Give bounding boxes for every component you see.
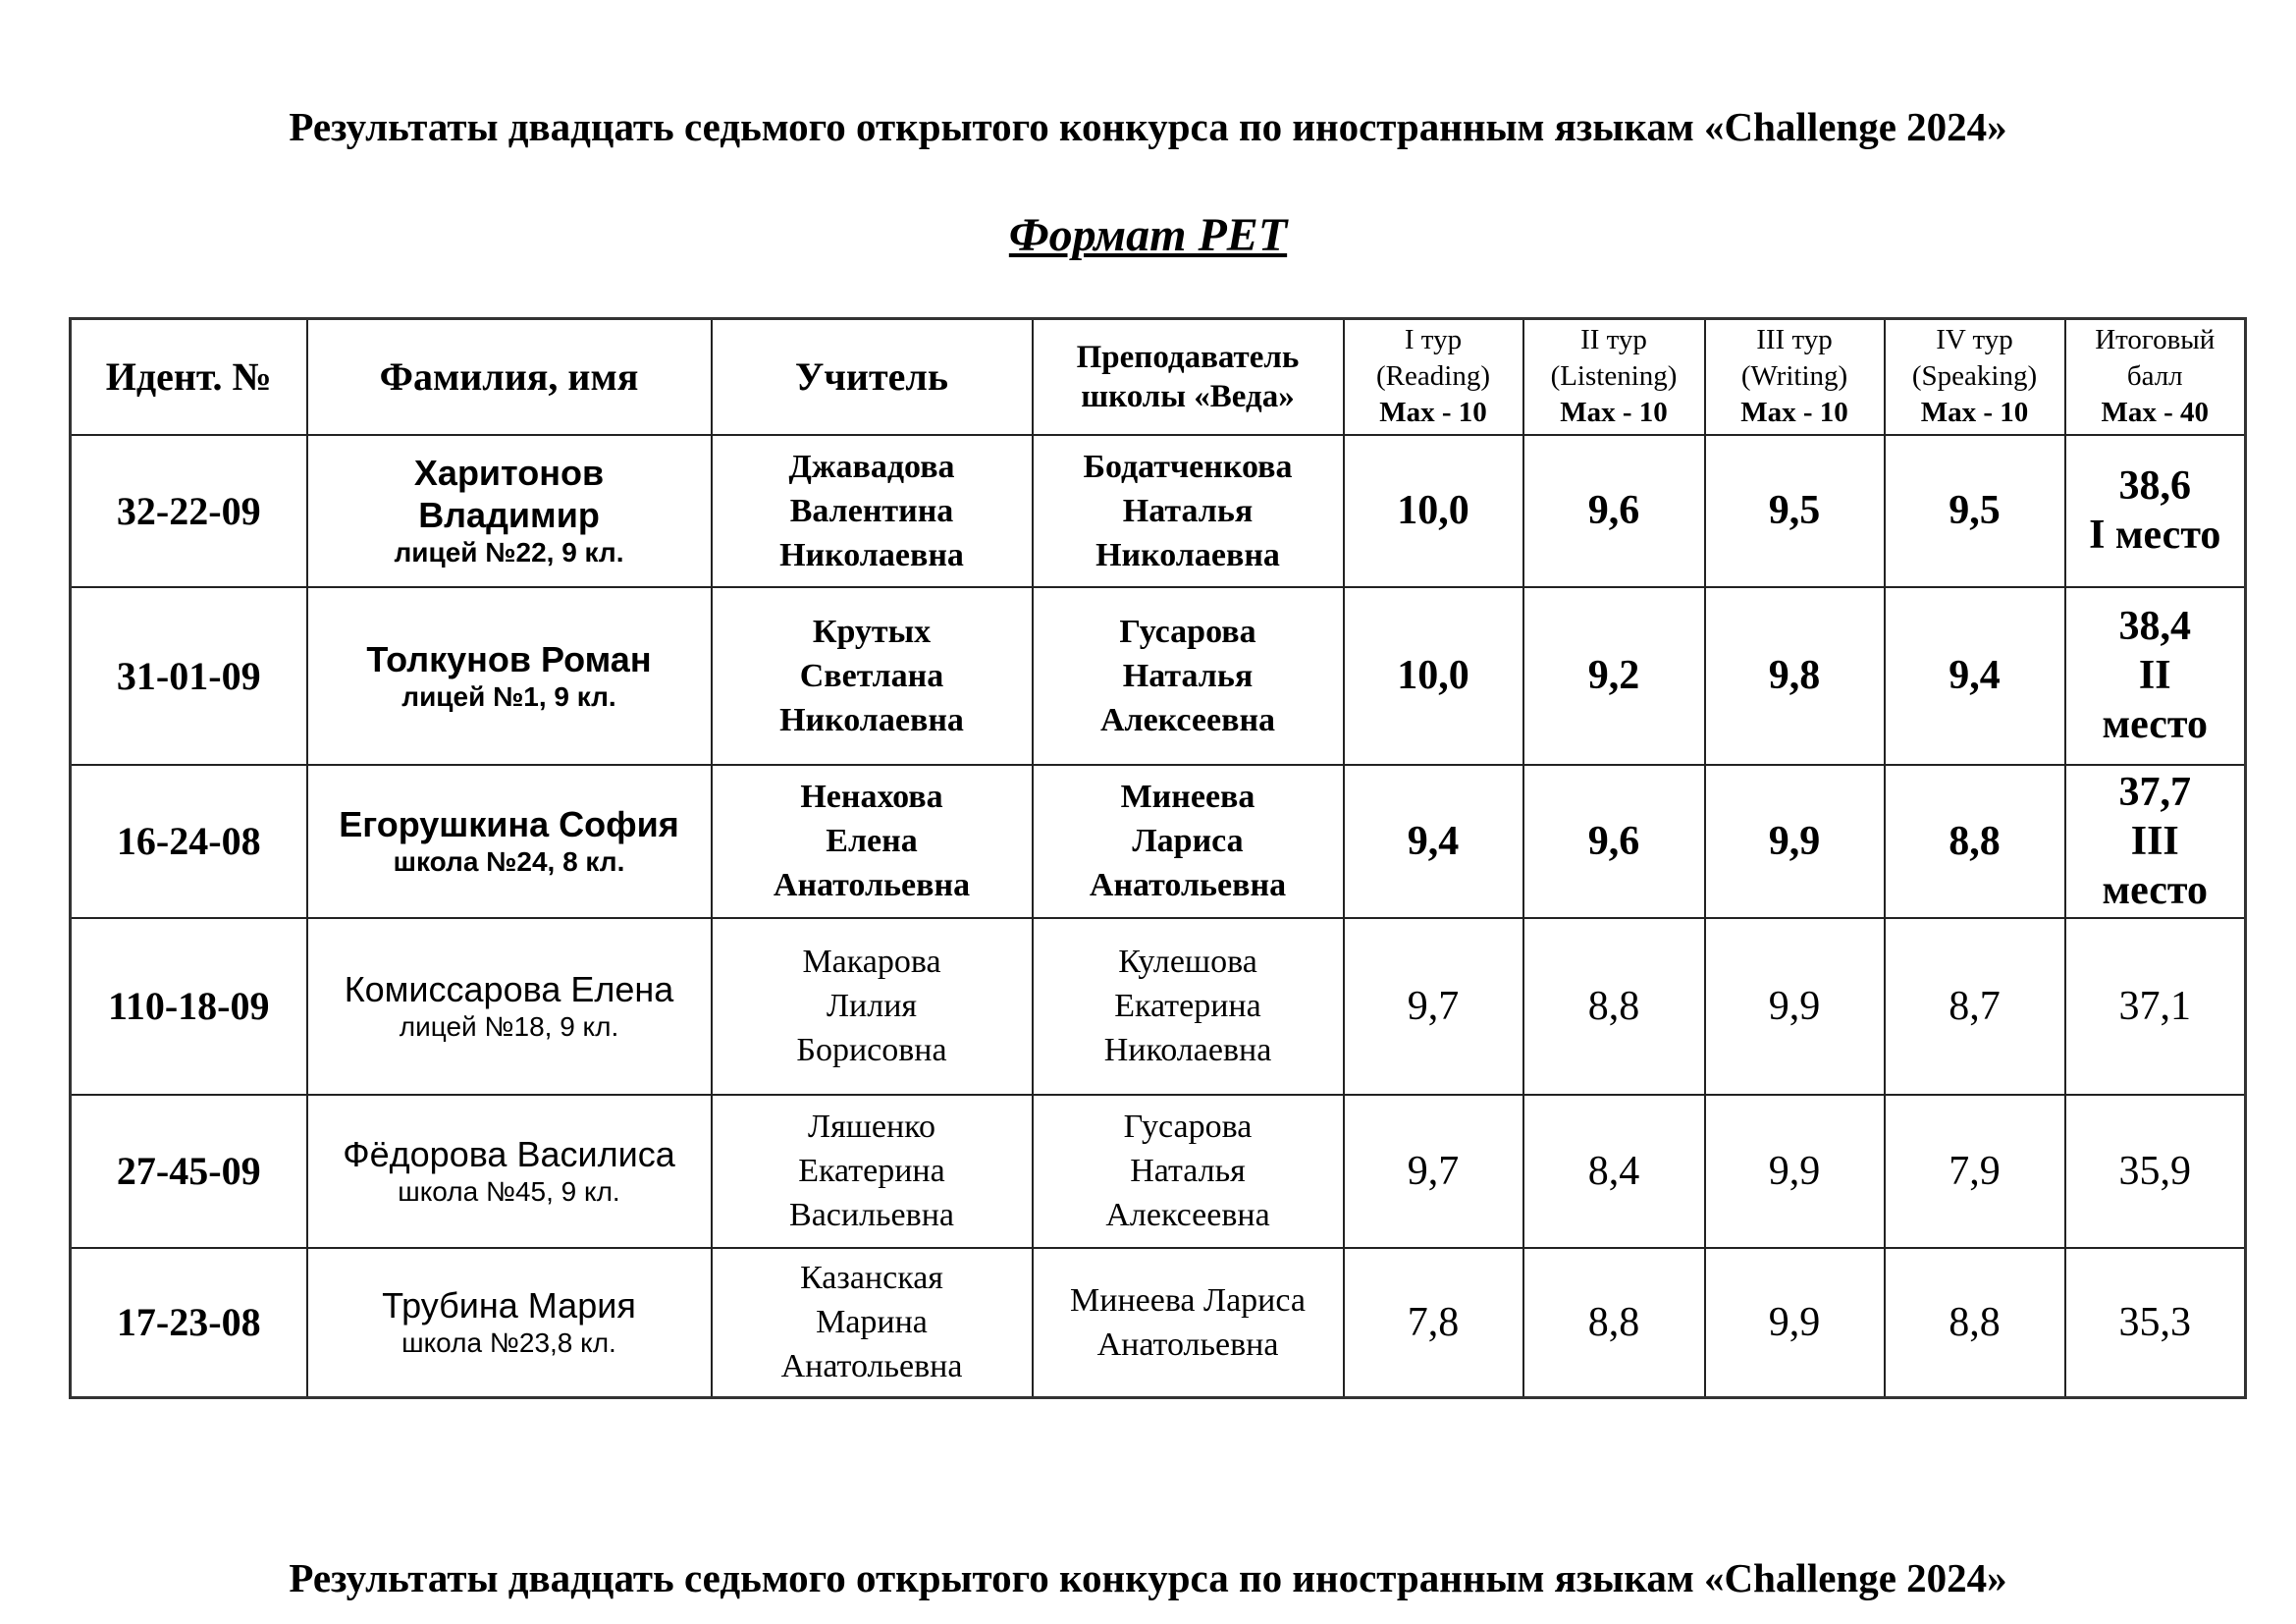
round-3-score: 9,9 [1705,765,1885,918]
header-round2 [1523,319,1705,435]
teacher-name-line: Лилия [826,988,918,1024]
participant-name-cell [307,435,712,587]
round-4-score: 8,8 [1885,1248,2065,1398]
round-1-score: 9,4 [1344,765,1523,918]
place-label: II [2138,653,2171,698]
header-row [71,319,2246,435]
participant-name: Владимир [418,495,600,535]
header-total-title: Итоговый [2095,324,2216,356]
place-label: место [2102,702,2208,747]
participant-name: Харитонов [413,453,605,493]
header-veda-teacher-line2: школы «Веда» [1081,378,1295,414]
total-score: 35,9 [2118,1148,2191,1194]
teacher-name-line: Анатольевна [780,1348,963,1385]
veda-teacher-name-line: Кулешова [1118,944,1257,980]
round-2-score: 9,6 [1523,435,1705,587]
participant-name-cell [307,765,712,918]
teacher-cell [712,1248,1033,1398]
table-row [71,1248,2246,1398]
participant-school: лицей №18, 9 кл. [399,1011,619,1042]
round-2-score: 8,8 [1523,1248,1705,1398]
round-4-score: 8,7 [1885,918,2065,1095]
participant-name: Фёдорова Василиса [343,1134,675,1174]
participant-id: 16-24-08 [71,765,307,918]
veda-teacher-cell [1033,435,1344,587]
total-score: 37,1 [2118,983,2191,1029]
header-total-max: Max - 40 [2101,397,2210,429]
table-row [71,765,2246,918]
teacher-name-line: Николаевна [779,701,964,738]
teacher-cell [712,1095,1033,1248]
participant-school: лицей №1, 9 кл. [401,680,616,712]
round-2-score: 8,4 [1523,1095,1705,1248]
total-score: 35,3 [2118,1299,2191,1345]
teacher-name-line: Макарова [802,944,941,980]
round-2-score: 9,6 [1523,765,1705,918]
participant-name-cell [307,587,712,765]
veda-teacher-name-line: Анатольевна [1096,1326,1279,1363]
total-score-cell [2065,1095,2246,1248]
footer-title: Результаты двадцать седьмого открытого конкурса по иностранным языкам «Challenge 2024» [289,1555,2007,1600]
teacher-cell [712,587,1033,765]
veda-teacher-name-line: Минеева Лариса [1070,1281,1306,1319]
header-round1-max: Max - 10 [1379,397,1487,429]
veda-teacher-cell [1033,918,1344,1095]
round-1-score: 10,0 [1344,435,1523,587]
table-row [71,1095,2246,1248]
header-round3-skill: (Writing) [1740,360,1848,393]
participant-id: 110-18-09 [71,918,307,1095]
veda-teacher-name-line: Николаевна [1103,1032,1272,1068]
header-round4-title: IV тур [1936,324,2013,356]
participant-name: Трубина Мария [382,1285,636,1326]
place-label: место [2102,867,2208,913]
total-score-cell [2065,765,2246,918]
veda-teacher-cell [1033,1248,1344,1398]
table-row [71,918,2246,1095]
header-total-subtitle: балл [2126,360,2183,393]
teacher-name-line: Светлана [799,657,944,694]
total-score: 38,4 [2118,604,2191,649]
participant-id: 17-23-08 [71,1248,307,1398]
header-veda-teacher [1033,319,1344,435]
participant-school: школа №23,8 кл. [401,1327,616,1359]
header-round2-skill: (Listening) [1550,360,1678,393]
participant-name: Толкунов Роман [366,638,652,679]
veda-teacher-name-line: Наталья [1122,492,1254,529]
participant-school: лицей №22, 9 кл. [394,537,624,568]
header-round2-max: Max - 10 [1560,397,1668,429]
table-row [71,587,2246,765]
participant-id: 27-45-09 [71,1095,307,1248]
participant-name-cell [307,1248,712,1398]
total-score-cell [2065,587,2246,765]
round-1-score: 10,0 [1344,587,1523,765]
teacher-cell [712,918,1033,1095]
format-subtitle: Формат PET [1008,209,1288,261]
teacher-name-line: Анатольевна [773,867,971,903]
round-2-score: 8,8 [1523,918,1705,1095]
teacher-name-line: Ляшенко [808,1109,935,1145]
header-teacher: Учитель [712,319,1033,435]
veda-teacher-name-line: Алексеевна [1099,701,1276,738]
veda-teacher-name-line: Алексеевна [1105,1197,1270,1233]
total-score: 38,6 [2118,463,2191,509]
participant-school: школа №24, 8 кл. [393,846,625,877]
round-4-score: 7,9 [1885,1095,2065,1248]
header-id: Идент. № [71,319,307,435]
round-3-score: 9,9 [1705,918,1885,1095]
header-round3-max: Max - 10 [1740,397,1848,429]
teacher-name-line: Васильевна [789,1197,954,1233]
place-label: III [2130,818,2179,864]
participant-id: 31-01-09 [71,587,307,765]
teacher-name-line: Ненахова [800,779,943,815]
round-1-score: 7,8 [1344,1248,1523,1398]
veda-teacher-name-line: Минеева [1120,779,1255,815]
header-round4-max: Max - 10 [1920,397,2029,429]
round-1-score: 9,7 [1344,918,1523,1095]
veda-teacher-name-line: Наталья [1130,1153,1246,1189]
round-4-score: 9,5 [1885,435,2065,587]
teacher-cell [712,435,1033,587]
participant-name-cell [307,1095,712,1248]
teacher-cell [712,765,1033,918]
veda-teacher-name-line: Наталья [1122,657,1254,694]
header-veda-teacher-line1: Преподаватель [1076,339,1300,375]
round-1-score: 9,7 [1344,1095,1523,1248]
veda-teacher-name-line: Бодатченкова [1083,448,1293,485]
total-score-cell [2065,1248,2246,1398]
veda-teacher-name-line: Анатольевна [1089,867,1287,903]
round-4-score: 8,8 [1885,765,2065,918]
header-round3-title: III тур [1756,324,1833,356]
table-row [71,435,2246,587]
veda-teacher-cell [1033,1095,1344,1248]
participant-name-cell [307,918,712,1095]
participant-name: Комиссарова Елена [344,969,674,1009]
round-3-score: 9,5 [1705,435,1885,587]
teacher-name-line: Николаевна [779,536,964,573]
round-3-score: 9,8 [1705,587,1885,765]
total-score-cell [2065,435,2246,587]
place-label: I место [2089,513,2221,558]
teacher-name-line: Екатерина [798,1153,945,1189]
teacher-name-line: Крутых [812,613,932,650]
participant-id: 32-22-09 [71,435,307,587]
header-round1-title: I тур [1404,324,1463,356]
veda-teacher-cell [1033,765,1344,918]
teacher-name-line: Казанская [800,1260,943,1297]
round-4-score: 9,4 [1885,587,2065,765]
participant-name: Егорушкина София [339,804,679,844]
header-round4-skill: (Speaking) [1911,360,2038,393]
round-3-score: 9,9 [1705,1248,1885,1398]
header-round4 [1885,319,2065,435]
results-table [69,317,2247,1399]
header-round3 [1705,319,1885,435]
round-2-score: 9,2 [1523,587,1705,765]
teacher-name-line: Борисовна [796,1032,947,1068]
veda-teacher-name-line: Гусарова [1123,1109,1253,1145]
document-title: Результаты двадцать седьмого открытого конкурса по иностранным языкам «Challenge 2024» [289,104,2007,149]
header-round1 [1344,319,1523,435]
veda-teacher-name-line: Лариса [1132,823,1244,859]
veda-teacher-name-line: Гусарова [1119,613,1256,650]
teacher-name-line: Джавадова [788,448,955,485]
header-total [2065,319,2246,435]
total-score: 37,7 [2118,769,2191,815]
header-name: Фамилия, имя [307,319,712,435]
participant-school: школа №45, 9 кл. [398,1176,620,1207]
veda-teacher-cell [1033,587,1344,765]
teacher-name-line: Елена [826,823,918,859]
veda-teacher-name-line: Екатерина [1114,988,1261,1024]
header-round1-skill: (Reading) [1376,360,1490,393]
total-score-cell [2065,918,2246,1095]
round-3-score: 9,9 [1705,1095,1885,1248]
teacher-name-line: Валентина [789,492,954,529]
veda-teacher-name-line: Николаевна [1095,536,1280,573]
teacher-name-line: Марина [816,1304,928,1341]
header-round2-title: II тур [1580,324,1647,356]
